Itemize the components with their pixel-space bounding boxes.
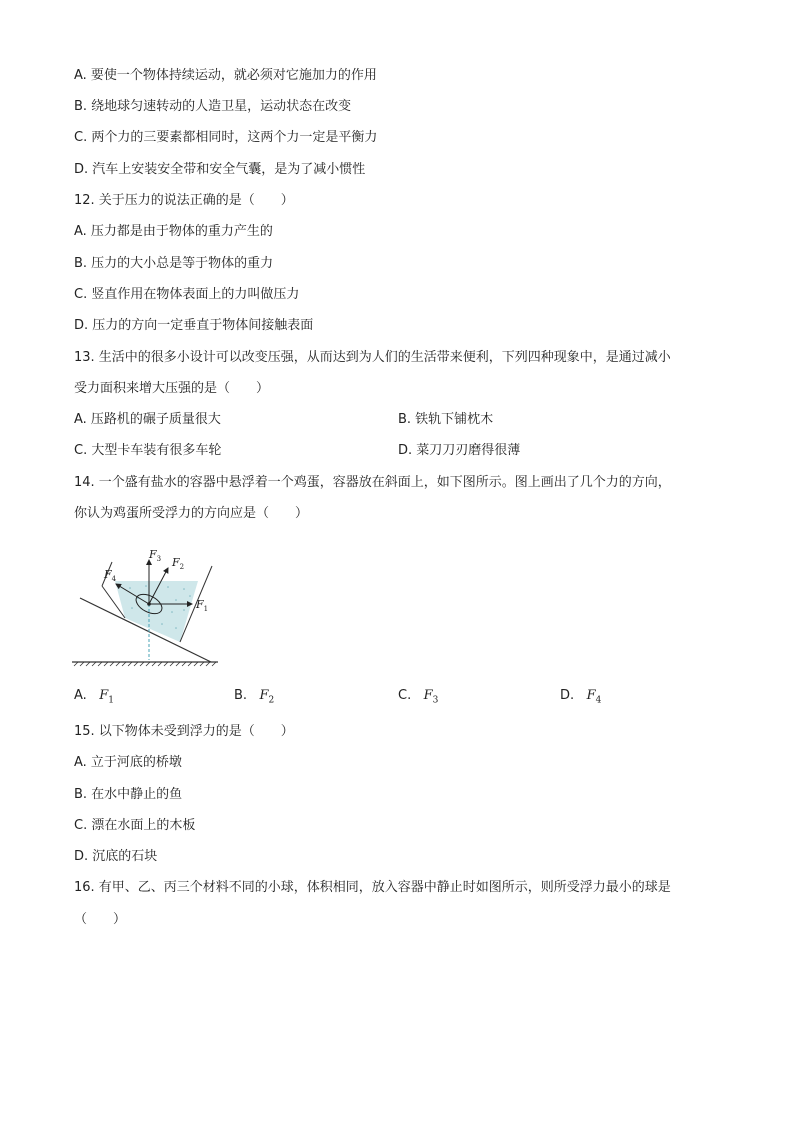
q14-stem-line1: 14. 一个盛有盐水的容器中悬浮着一个鸡蛋，容器放在斜面上，如下图所示。图上画出了几个力的方向，: [74, 475, 671, 490]
q12-option-c: C. 竖直作用在物体表面上的力叫做压力: [74, 287, 300, 302]
f4-symbol: $F_4$: [586, 688, 602, 706]
q14-stem-line2: 你认为鸡蛋所受浮力的方向应是（ ）: [74, 506, 309, 521]
q11-option-a: A. 要使一个物体持续运动，就必须对它施加力的作用: [74, 68, 377, 83]
q14-option-a: A. $F_1$: [74, 688, 114, 706]
q13-options-row1: [74, 412, 714, 428]
q12-stem: 12. 关于压力的说法正确的是（ ）: [74, 193, 294, 208]
f3-symbol: $F_3$: [423, 688, 439, 706]
q15-stem: 15. 以下物体未受到浮力的是（ ）: [74, 724, 294, 739]
q15-option-b: B. 在水中静止的鱼: [74, 787, 183, 802]
q16-stem-line2: （ ）: [74, 912, 127, 927]
q13-option-b: B. 铁轨下铺枕木: [398, 412, 494, 427]
label-f4: $F_4$: [104, 568, 117, 583]
q13-option-d: D. 菜刀刀刃磨得很薄: [398, 443, 521, 458]
q14-option-c: C. $F_3$: [398, 688, 439, 706]
q12-option-b: B. 压力的大小总是等于物体的重力: [74, 256, 274, 271]
q11-option-d: D. 汽车上安装安全带和安全气囊，是为了减小惯性: [74, 162, 366, 177]
q11-option-c: C. 两个力的三要素都相同时，这两个力一定是平衡力: [74, 130, 378, 145]
incline-container-diagram: [72, 546, 218, 670]
q12-option-d: D. 压力的方向一定垂直于物体间接触表面: [74, 318, 314, 333]
q11-option-b: B. 绕地球匀速转动的人造卫星，运动状态在改变: [74, 99, 352, 114]
q15-option-d: D. 沉底的石块: [74, 849, 158, 864]
f2-symbol: $F_2$: [259, 688, 275, 706]
q13-stem-line1: 13. 生活中的很多小设计可以改变压强，从而达到为人们的生活带来便利，下列四种现象中，是通过减小: [74, 350, 671, 365]
f1-symbol: $F_1$: [99, 688, 114, 706]
q14-option-d: D. $F_4$: [560, 688, 602, 706]
q13-options-row2: [74, 443, 714, 459]
label-f2: $F_2$: [172, 556, 185, 571]
q15-option-a: A. 立于河底的桥墩: [74, 755, 182, 770]
q14-options-row: [74, 688, 714, 706]
q16-stem-line1: 16. 有甲、乙、丙三个材料不同的小球，体积相同，放入容器中静止时如图所示，则所受浮力最小的球是: [74, 880, 671, 895]
q13-stem-line2: 受力面积来增大压强的是（ ）: [74, 381, 270, 396]
q12-option-a: A. 压力都是由于物体的重力产生的: [74, 224, 273, 239]
q14-option-b: B. $F_2$: [234, 688, 275, 706]
label-f1: $F_1$: [196, 598, 209, 613]
label-f3: $F_3$: [149, 548, 162, 563]
q13-option-a: A. 压路机的碾子质量很大: [74, 412, 221, 427]
q15-option-c: C. 漂在水面上的木板: [74, 818, 196, 833]
q13-option-c: C. 大型卡车装有很多车轮: [74, 443, 222, 458]
